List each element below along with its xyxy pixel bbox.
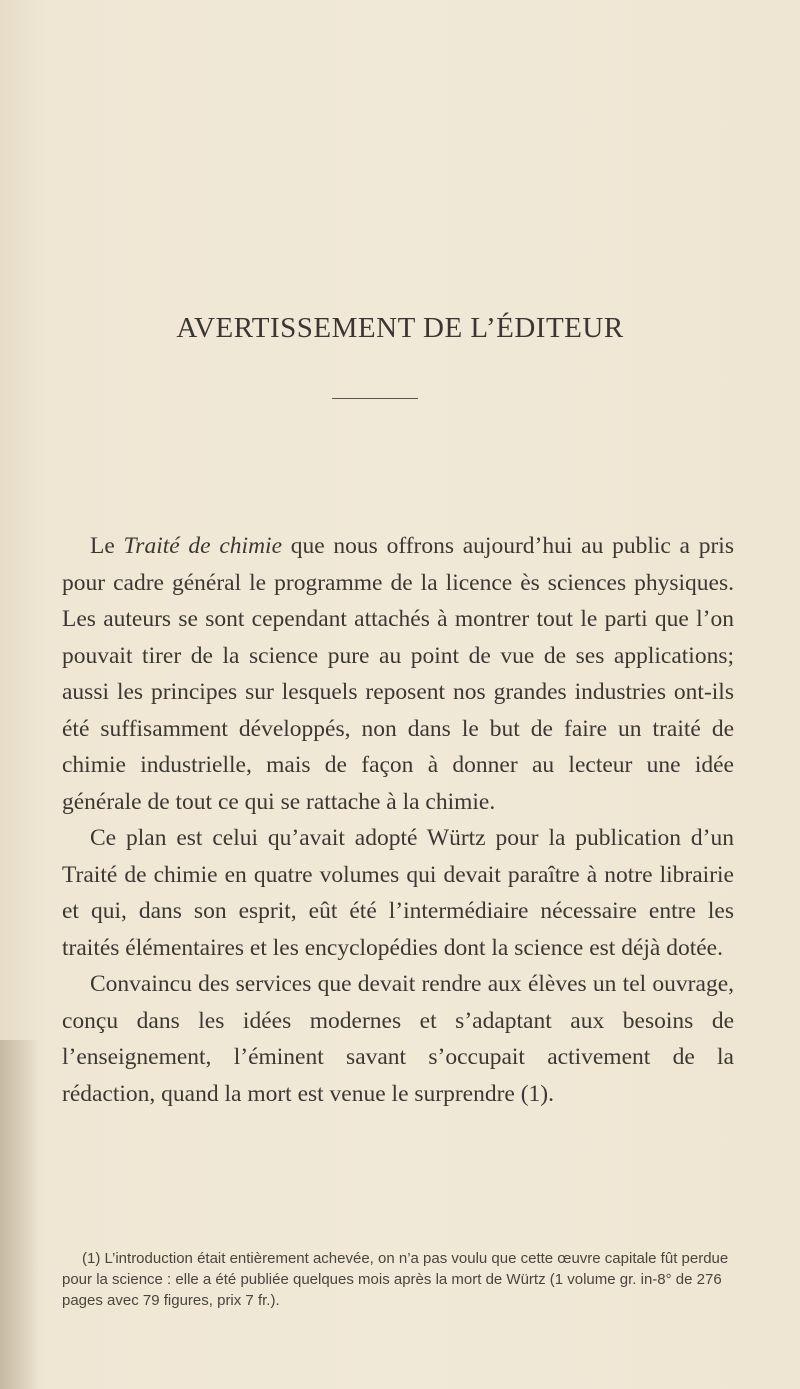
paragraph-3: Convaincu des services que devait rendre aux élèves un tel ouvrage, conçu dans les idées modernes et s’adaptant aux besoins de l’enseignement, l’éminent savant s’occupait activement de la rédaction, quand la mort est venue le surprendre (1).	[62, 971, 734, 1107]
paragraph-1	[62, 528, 734, 820]
title-rule	[332, 398, 418, 399]
paragraph-2: Ce plan est celui qu’avait adopté Würtz pour la publication d’un Traité de chimie en quatre volumes qui devait paraître à notre librairie et qui, dans son esprit, eût été l’intermédiaire nécessaire entre les traités élémentaires et les encyclopédies dont la science est déjà dotée.	[62, 825, 734, 961]
page-title: AVERTISSEMENT DE L’ÉDITEUR	[176, 312, 624, 344]
footnote: (1) L’introduction était entièrement achevée, on n’a pas voulu que cette œuvre capitale fût perdue pour la science : elle a été publiée quelques mois après la mort de Würtz (1 volume gr. in-8° de 276 pages avec 79 figures, prix 7 fr.).	[62, 1250, 729, 1309]
paragraph-1-lead: Le	[90, 533, 124, 559]
binding-shadow	[0, 1040, 40, 1389]
paragraph-1-rest: que nous offrons aujourd’hui au public a pris pour cadre général le programme de la licence ès sciences physiques. Les auteurs se sont cependant attachés à montrer tout le parti que l’on pouvait tirer de la science pure au point de vue de ses applications; aussi les principes sur lesquels reposent nos grandes industries ont-ils été suffisamment développés, non dans le but de faire un traité de chimie industrielle, mais de façon à donner au lecteur une idée générale de tout ce qui se rattache à la chimie.	[62, 533, 734, 815]
body-text	[62, 528, 734, 1112]
book-title: Traité de chimie	[123, 533, 282, 559]
